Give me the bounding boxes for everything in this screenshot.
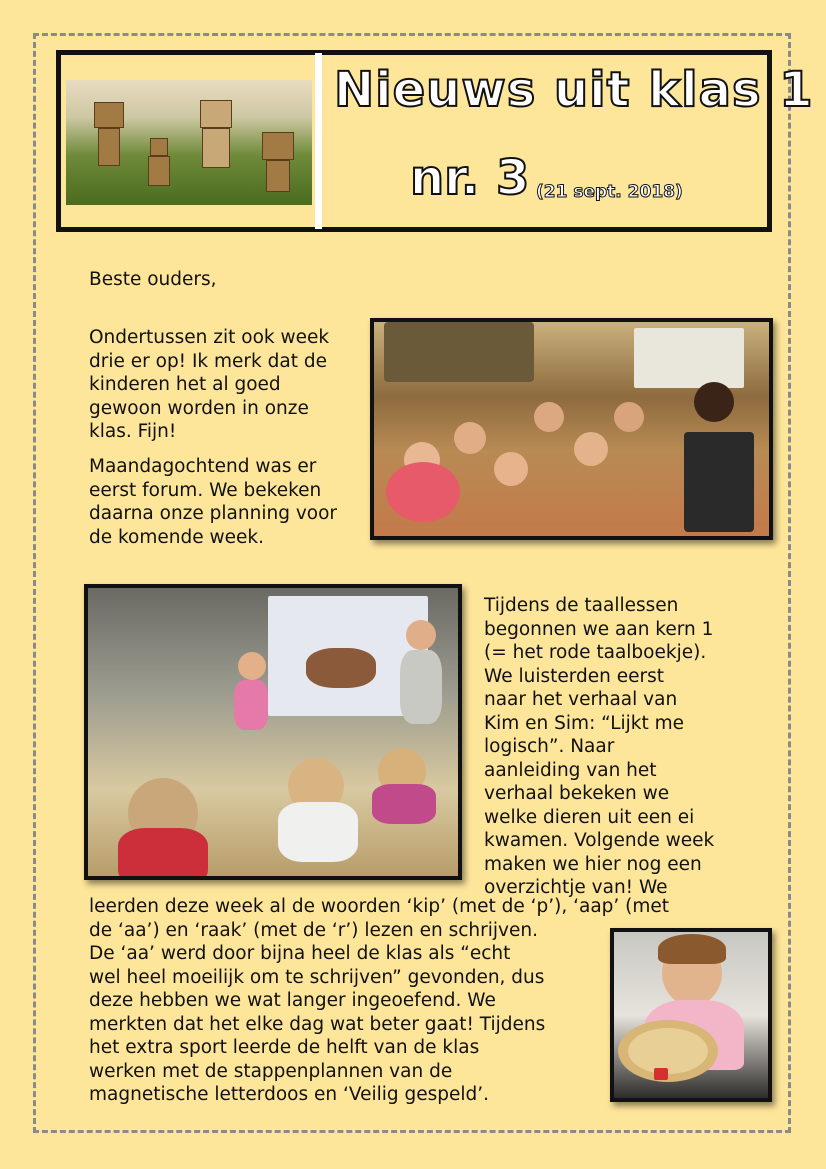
text-line: eerst forum. We bekeken: [89, 479, 322, 501]
text-line: Kim en Sim: “Lijkt me: [484, 712, 685, 734]
photo-boy-letterbox: [610, 928, 772, 1102]
text-line: logisch”. Naar: [484, 736, 615, 757]
text-line: Ondertussen zit ook week: [89, 327, 330, 348]
text-line: De ‘aa’ werd door bijna heel de klas als “echt: [89, 943, 511, 964]
text-line: wel heel moeilijk om te schrijven” gevonden, dus: [89, 966, 545, 988]
text-line: merkten dat het elke dag wat beter gaat! Tijdens: [89, 1013, 546, 1035]
text-line: Tijdens de taallessen: [484, 595, 679, 616]
text-line: werken met de stappenplannen van de: [89, 1060, 453, 1082]
photo-classroom-lesson: [84, 584, 462, 880]
paragraph-week-three: [89, 326, 369, 444]
text-line: drie er op! Ik merk dat de: [89, 350, 327, 372]
header-photo-robots: [66, 80, 312, 205]
paragraph-language-lessons: [484, 594, 764, 900]
text-line: overzichtje van! We: [484, 877, 668, 898]
text-line: verhaal bekeken we: [484, 783, 670, 804]
text-line: de ‘aa’) en ‘raak’ (met de ‘r’) lezen en schrijven.: [89, 919, 538, 941]
text-line: de komende week.: [89, 526, 265, 548]
paragraph-forum: [89, 455, 369, 549]
text-line: maken we hier nog een: [484, 853, 702, 875]
text-line: Maandagochtend was er: [89, 456, 317, 477]
text-line: begonnen we aan kern 1: [484, 618, 714, 640]
text-line: het extra sport leerde de helft van de klas: [89, 1037, 480, 1058]
photo-library-children: [370, 318, 773, 540]
text-line: gewoon worden in onze: [89, 397, 309, 419]
text-line: leerden deze week al de woorden ‘kip’ (met de ‘p’), ‘aap’ (met: [89, 896, 670, 917]
text-line: naar het verhaal van: [484, 689, 678, 710]
text-line: welke dieren uit een ei: [484, 806, 695, 828]
issue-date: (21 sept. 2018): [536, 182, 683, 202]
text-line: We luisterden eerst: [484, 665, 665, 687]
text-line: magnetische letterdoos en ‘Veilig gespeld’.: [89, 1084, 490, 1105]
header-divider: [315, 53, 322, 229]
text-line: kwamen. Volgende week: [484, 830, 715, 851]
text-line: kinderen het al goed: [89, 374, 281, 395]
issue-number: nr. 3: [410, 150, 530, 206]
text-line: klas. Fijn!: [89, 421, 177, 442]
text-line: aanleiding van het: [484, 759, 657, 781]
greeting: Beste ouders,: [89, 269, 217, 290]
paragraph-aa-practice: [89, 942, 599, 1107]
text-line: daarna onze planning voor: [89, 503, 338, 524]
newsletter-title: Nieuws uit klas 1: [334, 62, 814, 118]
text-line: (= het rode taalboekje).: [484, 642, 707, 663]
text-line: deze hebben we wat langer ingeoefend. We: [89, 990, 496, 1011]
